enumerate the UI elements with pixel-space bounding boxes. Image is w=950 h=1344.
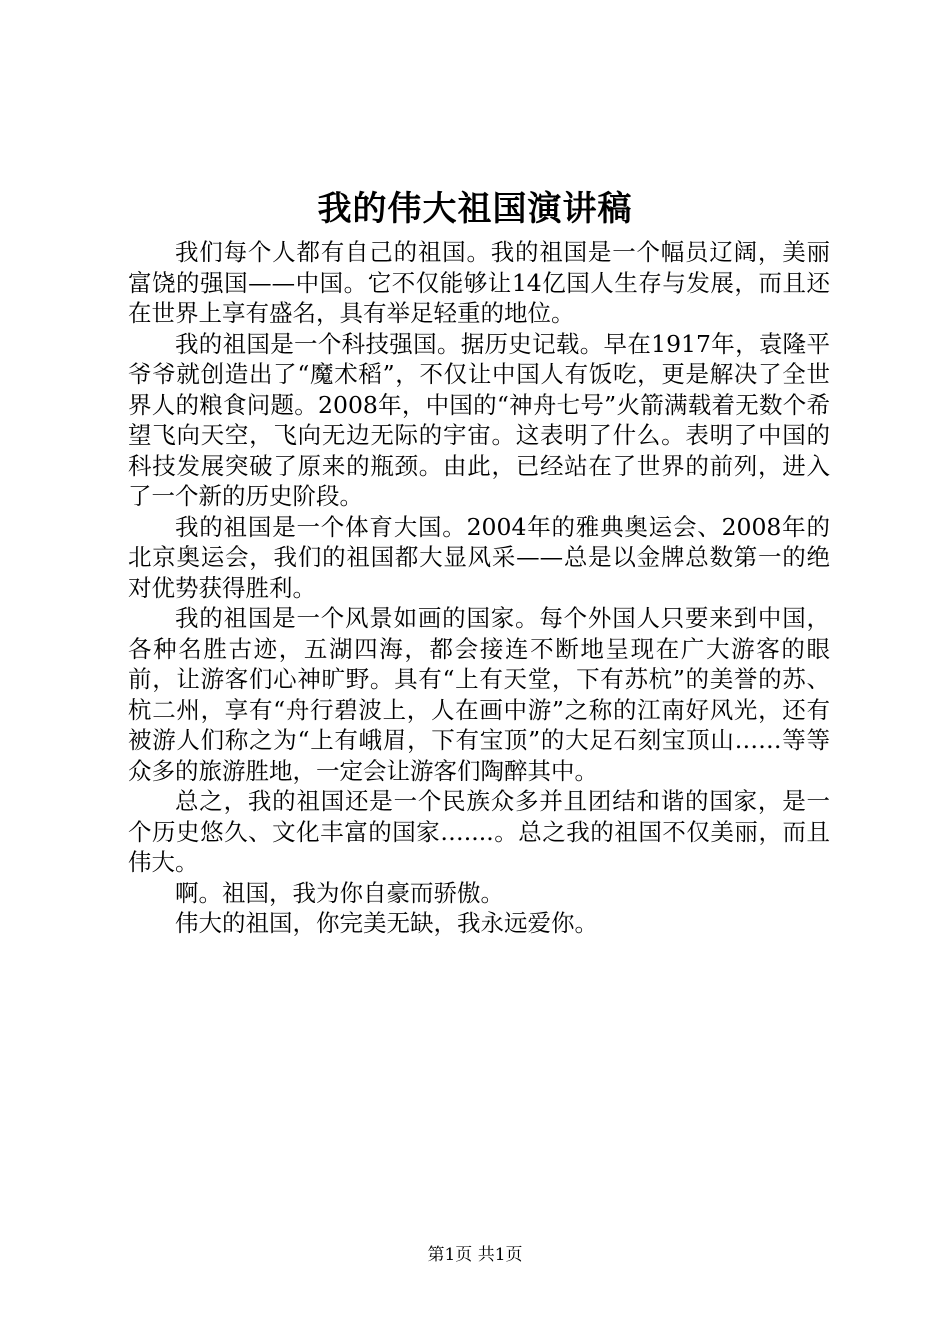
paragraph-scenery: 我的祖国是一个风景如画的国家。每个外国人只要来到中国，各种名胜古迹，五湖四海，都会接连不断地呈现在广大游客的眼前，让游客们心神旷野。具有“上有天堂，下有苏杭”的美誉的苏、杭二州，享有“舟行碧波上，人在画中游”之称的江南好风光，还有被游人们称之为“上有峨眉，下有宝顶”的大足石刻宝顶山……等等众多的旅游胜地，一定会让游客们陶醉其中。 [128,604,830,785]
document-title: 我的伟大祖国演讲稿 [317,189,633,229]
page-footer: 第1页 共1页 [427,1245,523,1265]
paragraph-closing: 伟大的祖国，你完美无缺，我永远爱你。 [175,909,598,937]
paragraph-intro: 我们每个人都有自己的祖国。我的祖国是一个幅员辽阔，美丽富饶的强国——中国。它不仅能够让14亿国人生存与发展，而且还在世界上享有盛名，具有举足轻重的地位。 [128,238,830,327]
paragraph-exclamation: 啊。祖国，我为你自豪而骄傲。 [175,878,504,907]
paragraph-technology: 我的祖国是一个科技强国。据历史记载。早在1917年，袁隆平爷爷就创造出了“魔术稻”，不仅让中国人有饭吃，更是解决了全世界人的粮食问题。2008年，中国的“神舟七号”火箭满载着无数个希望飞向天空，飞向无边无际的宇宙。这表明了什么。表明了中国的科技发展突破了原来的瓶颈。由此，已经站在了世界的前列，进入了一个新的历史阶段。 [128,329,830,510]
paragraph-summary: 总之，我的祖国还是一个民族众多并且团结和谐的国家，是一个历史悠久、文化丰富的国家…....。总之我的祖国不仅美丽，而且伟大。 [128,787,830,876]
paragraph-sports: 我的祖国是一个体育大国。2004年的雅典奥运会、2008年的北京奥运会，我们的祖国都大显风采——总是以金牌总数第一的绝对优势获得胜利。 [128,512,830,602]
document-body [128,237,830,939]
